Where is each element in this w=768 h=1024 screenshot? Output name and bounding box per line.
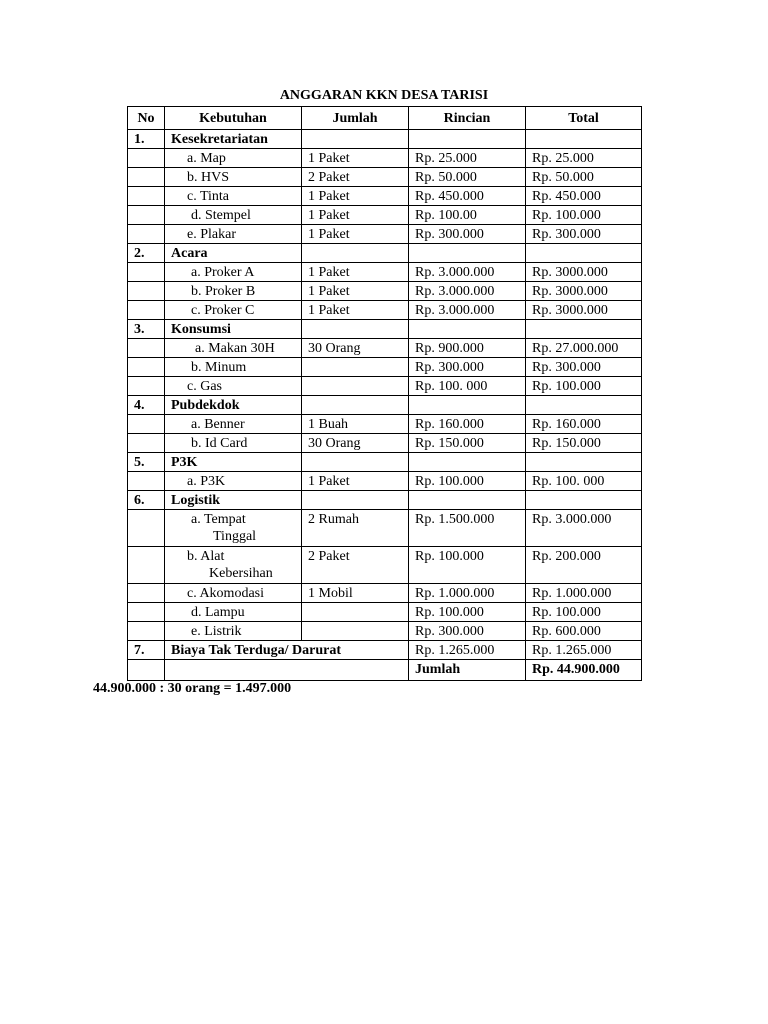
category-name: Biaya Tak Terduga/ Darurat <box>165 641 409 660</box>
item-name-text: a. Benner <box>191 417 245 432</box>
item-name-continuation: Kebersihan <box>209 566 273 581</box>
table-row <box>128 187 642 206</box>
item-name <box>165 225 302 244</box>
table-row <box>128 301 642 320</box>
item-name <box>165 282 302 301</box>
item-rincian: Rp. 1.500.000 <box>409 510 526 547</box>
category-row <box>128 396 642 415</box>
category-jumlah-empty <box>302 491 409 510</box>
row-number-empty <box>128 547 165 584</box>
item-name-text: b. Alat <box>187 549 225 564</box>
item-jumlah: 2 Paket <box>302 547 409 584</box>
item-name-text: a. Proker A <box>191 265 255 280</box>
item-name-text: d. Stempel <box>191 208 251 223</box>
category-jumlah-empty <box>302 396 409 415</box>
category-row <box>128 320 642 339</box>
item-rincian: Rp. 25.000 <box>409 149 526 168</box>
item-name <box>165 434 302 453</box>
header-rincian: Rincian <box>409 107 526 130</box>
item-total: Rp. 300.000 <box>526 225 642 244</box>
item-total: Rp. 100.000 <box>526 603 642 622</box>
table-row <box>128 510 642 547</box>
item-name-text: b. Minum <box>191 360 247 375</box>
item-total: Rp. 600.000 <box>526 622 642 641</box>
item-total: Rp. 3.000.000 <box>526 510 642 547</box>
category-number: 1. <box>128 130 165 149</box>
header-jumlah: Jumlah <box>302 107 409 130</box>
item-rincian: Rp. 160.000 <box>409 415 526 434</box>
item-total: Rp. 3000.000 <box>526 282 642 301</box>
item-jumlah <box>302 603 409 622</box>
item-name <box>165 301 302 320</box>
category-number: 6. <box>128 491 165 510</box>
grand-total-value: Rp. 44.900.000 <box>526 660 642 681</box>
item-rincian: Rp. 450.000 <box>409 187 526 206</box>
category-number: 2. <box>128 244 165 263</box>
category-total-empty <box>526 320 642 339</box>
row-number-empty <box>128 206 165 225</box>
budget-table-body <box>128 130 642 681</box>
row-number-empty <box>128 282 165 301</box>
item-total: Rp. 160.000 <box>526 415 642 434</box>
category-name: Acara <box>165 244 302 263</box>
item-name-text: b. HVS <box>187 170 230 185</box>
item-total: Rp. 150.000 <box>526 434 642 453</box>
item-jumlah: 1 Paket <box>302 187 409 206</box>
row-number-empty <box>128 622 165 641</box>
table-row <box>128 547 642 584</box>
item-rincian: Rp. 100. 000 <box>409 377 526 396</box>
item-jumlah: 1 Mobil <box>302 584 409 603</box>
category-jumlah-empty <box>302 320 409 339</box>
category-jumlah-empty <box>302 453 409 472</box>
item-name-text: c. Tinta <box>187 189 230 204</box>
category-total-empty <box>526 244 642 263</box>
header-kebutuhan: Kebutuhan <box>165 107 302 130</box>
item-name-text: b. Proker B <box>191 284 256 299</box>
category-total-empty <box>526 130 642 149</box>
category-number: 3. <box>128 320 165 339</box>
item-total: Rp. 1.265.000 <box>526 641 642 660</box>
category-rincian-empty <box>409 244 526 263</box>
item-total: Rp. 3000.000 <box>526 301 642 320</box>
item-name-text: a. Map <box>187 151 226 166</box>
item-rincian: Rp. 300.000 <box>409 622 526 641</box>
item-total: Rp. 100.000 <box>526 377 642 396</box>
row-number-empty <box>128 358 165 377</box>
header-no: No <box>128 107 165 130</box>
row-number-empty <box>128 510 165 547</box>
category-rincian-empty <box>409 491 526 510</box>
item-total: Rp. 100.000 <box>526 206 642 225</box>
total-label: Jumlah <box>409 660 526 681</box>
category-jumlah-empty <box>302 130 409 149</box>
item-rincian: Rp. 1.000.000 <box>409 584 526 603</box>
item-total: Rp. 1.000.000 <box>526 584 642 603</box>
category-total-empty <box>526 396 642 415</box>
table-header-row <box>128 107 642 130</box>
category-rincian-empty <box>409 396 526 415</box>
document-title: ANGGARAN KKN DESA TARISI <box>279 88 489 103</box>
item-rincian: Rp. 100.000 <box>409 472 526 491</box>
item-name <box>165 168 302 187</box>
item-name <box>165 149 302 168</box>
row-number-empty <box>128 168 165 187</box>
item-total: Rp. 300.000 <box>526 358 642 377</box>
item-jumlah: 1 Paket <box>302 263 409 282</box>
table-row <box>128 603 642 622</box>
item-name <box>165 510 302 547</box>
item-name-text: d. Lampu <box>191 605 245 620</box>
category-name: Pubdekdok <box>165 396 302 415</box>
category-number: 4. <box>128 396 165 415</box>
table-row <box>128 339 642 358</box>
category-name: Logistik <box>165 491 302 510</box>
item-name <box>165 547 302 584</box>
item-rincian: Rp. 3.000.000 <box>409 263 526 282</box>
total-row <box>128 660 642 681</box>
item-jumlah: 1 Buah <box>302 415 409 434</box>
row-number-empty <box>128 415 165 434</box>
category-rincian-empty <box>409 453 526 472</box>
item-rincian: Rp. 3.000.000 <box>409 301 526 320</box>
item-name <box>165 263 302 282</box>
item-total: Rp. 450.000 <box>526 187 642 206</box>
row-number-empty <box>128 584 165 603</box>
item-jumlah <box>302 622 409 641</box>
item-jumlah: 1 Paket <box>302 472 409 491</box>
item-name-text: c. Akomodasi <box>187 586 264 601</box>
item-name <box>165 339 302 358</box>
item-name <box>165 603 302 622</box>
category-total-empty <box>526 453 642 472</box>
item-name <box>165 358 302 377</box>
category-row <box>128 641 642 660</box>
item-rincian: Rp. 300.000 <box>409 358 526 377</box>
table-row <box>128 358 642 377</box>
category-name: Konsumsi <box>165 320 302 339</box>
table-row <box>128 282 642 301</box>
item-rincian: Rp. 150.000 <box>409 434 526 453</box>
total-blank <box>165 660 409 681</box>
per-person-calculation: 44.900.000 : 30 orang = 1.497.000 <box>93 681 292 696</box>
table-row <box>128 168 642 187</box>
item-name-text: c. Proker C <box>191 303 255 318</box>
table-row <box>128 377 642 396</box>
row-number-empty <box>128 339 165 358</box>
row-number-empty <box>128 149 165 168</box>
total-no-empty <box>128 660 165 681</box>
item-name-text: c. Gas <box>187 379 222 394</box>
item-rincian: Rp. 50.000 <box>409 168 526 187</box>
item-jumlah: 2 Rumah <box>302 510 409 547</box>
item-name <box>165 187 302 206</box>
item-rincian: Rp. 900.000 <box>409 339 526 358</box>
item-name-text: a. P3K <box>187 474 226 489</box>
item-name-text: e. Listrik <box>191 624 242 639</box>
row-number-empty <box>128 472 165 491</box>
item-total: Rp. 27.000.000 <box>526 339 642 358</box>
item-name <box>165 622 302 641</box>
item-name-text: a. Makan 30H <box>195 341 275 356</box>
item-name <box>165 472 302 491</box>
table-row <box>128 263 642 282</box>
item-name-continuation: Tinggal <box>213 529 257 544</box>
category-row <box>128 453 642 472</box>
header-total: Total <box>526 107 642 130</box>
item-rincian: Rp. 1.265.000 <box>409 641 526 660</box>
category-number: 5. <box>128 453 165 472</box>
category-name: Kesekretariatan <box>165 130 302 149</box>
item-total: Rp. 3000.000 <box>526 263 642 282</box>
category-row <box>128 130 642 149</box>
category-total-empty <box>526 491 642 510</box>
table-row <box>128 225 642 244</box>
row-number-empty <box>128 434 165 453</box>
category-rincian-empty <box>409 320 526 339</box>
row-number-empty <box>128 603 165 622</box>
item-jumlah: 1 Paket <box>302 206 409 225</box>
item-jumlah <box>302 377 409 396</box>
item-name <box>165 584 302 603</box>
item-total: Rp. 25.000 <box>526 149 642 168</box>
item-name <box>165 206 302 225</box>
item-jumlah: 30 Orang <box>302 434 409 453</box>
item-jumlah: 1 Paket <box>302 225 409 244</box>
item-name-text: e. Plakar <box>187 227 236 242</box>
budget-table <box>127 106 642 681</box>
item-rincian: Rp. 3.000.000 <box>409 282 526 301</box>
item-jumlah: 30 Orang <box>302 339 409 358</box>
item-jumlah: 1 Paket <box>302 282 409 301</box>
category-jumlah-empty <box>302 244 409 263</box>
category-rincian-empty <box>409 130 526 149</box>
row-number-empty <box>128 225 165 244</box>
category-number: 7. <box>128 641 165 660</box>
table-row <box>128 149 642 168</box>
item-rincian: Rp. 100.000 <box>409 603 526 622</box>
table-row <box>128 472 642 491</box>
table-row <box>128 206 642 225</box>
item-name <box>165 415 302 434</box>
row-number-empty <box>128 263 165 282</box>
item-jumlah: 1 Paket <box>302 301 409 320</box>
category-row <box>128 491 642 510</box>
item-total: Rp. 100. 000 <box>526 472 642 491</box>
item-rincian: Rp. 300.000 <box>409 225 526 244</box>
item-jumlah: 1 Paket <box>302 149 409 168</box>
row-number-empty <box>128 301 165 320</box>
item-rincian: Rp. 100.00 <box>409 206 526 225</box>
item-total: Rp. 200.000 <box>526 547 642 584</box>
row-number-empty <box>128 377 165 396</box>
table-row <box>128 415 642 434</box>
table-row <box>128 584 642 603</box>
item-rincian: Rp. 100.000 <box>409 547 526 584</box>
category-name: P3K <box>165 453 302 472</box>
item-jumlah: 2 Paket <box>302 168 409 187</box>
item-name-text: a. Tempat <box>191 512 246 527</box>
table-row <box>128 434 642 453</box>
item-name <box>165 377 302 396</box>
item-jumlah <box>302 358 409 377</box>
category-row <box>128 244 642 263</box>
table-row <box>128 622 642 641</box>
item-name-text: b. Id Card <box>191 436 248 451</box>
row-number-empty <box>128 187 165 206</box>
item-total: Rp. 50.000 <box>526 168 642 187</box>
